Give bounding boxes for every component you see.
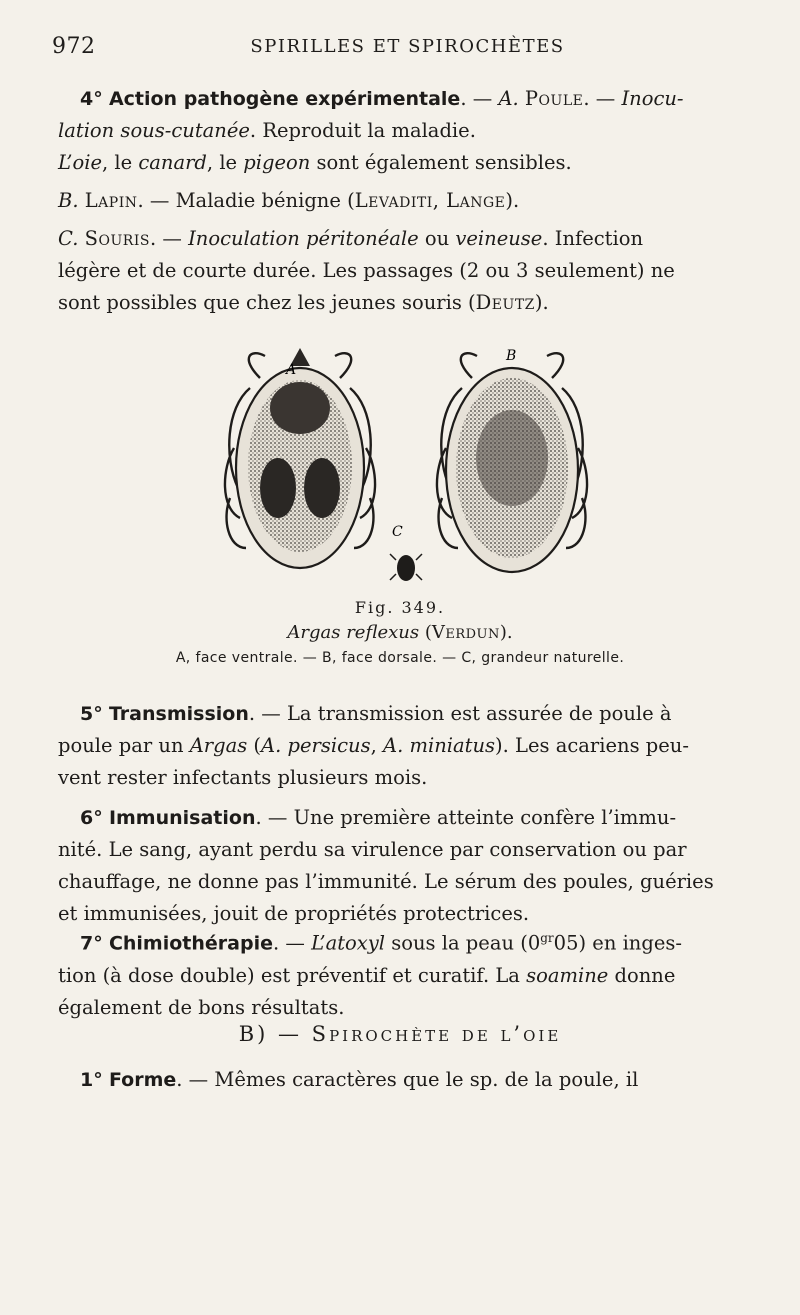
p6-line-4: et immunisées, jouit de propriétés protectrices.	[58, 902, 530, 925]
p4-c-label: C.	[58, 227, 79, 250]
p7-sep: . —	[272, 931, 312, 955]
section-heading: B) — Spirochète de l’oie	[238, 1022, 562, 1046]
p4-title: Action pathogène expérimentale	[108, 88, 461, 110]
p8-text: . — Mêmes caractères que le sp. de la poule, il	[176, 1068, 639, 1091]
p4-c-author: Deutz	[475, 291, 535, 314]
figure-legend: A, face ventrale. — B, face dorsale. — C, grandeur naturelle.	[175, 650, 625, 666]
p7-atoxyl: L’atoxyl	[311, 931, 386, 955]
p4-line-5	[58, 223, 770, 255]
p7-number: 7°	[80, 932, 103, 955]
p5-line-3: vent rester infectants plusieurs mois.	[58, 766, 428, 789]
p4-c-text1: . Infection	[542, 227, 644, 250]
p4-comma2: , le	[206, 151, 244, 174]
p4-c-line3a: sont possibles que chez les jeunes souris (	[58, 291, 476, 314]
p4-line-3	[58, 147, 770, 179]
p5-argas: Argas	[189, 734, 248, 757]
figure-title: Argas reflexus (Verdun).	[287, 622, 513, 643]
p4-oie: L’oie	[58, 151, 102, 174]
p4-c-line3b: ).	[534, 291, 549, 314]
p8-title: Forme	[108, 1069, 177, 1091]
paragraph-immunisation	[58, 802, 770, 930]
p5-line2b: ). Les acariens peu-	[495, 734, 689, 757]
p6-title: Immunisation	[108, 807, 256, 829]
p4-line-2	[58, 115, 770, 147]
figure-species: Argas reflexus	[287, 622, 420, 643]
p7-title: Chimiothérapie	[108, 932, 273, 955]
tick-illustration	[210, 338, 600, 596]
p7-gr: gr	[540, 931, 554, 945]
p4-b-authors: Levaditi, Lange	[354, 189, 506, 212]
p5-line1-text: . — La transmission est assurée de poule à	[248, 702, 672, 725]
p8-line-1	[58, 1064, 770, 1096]
tick-ventral-view	[225, 348, 375, 568]
p5-paren: (	[247, 734, 262, 757]
p5-miniatus: A. miniatus	[383, 734, 496, 757]
p4-number: 4°	[80, 88, 103, 110]
p4-c-sep: . —	[149, 227, 189, 250]
p4-line-7	[58, 287, 770, 319]
p5-comma: ,	[370, 734, 384, 757]
figure-label-b: B	[506, 348, 517, 364]
p4-line-4	[58, 185, 770, 217]
p6-line-2: nité. Le sang, ayant perdu sa virulence par conservation ou par	[58, 838, 687, 861]
tick-natural-size	[390, 554, 422, 581]
p4-c-name: Souris	[84, 227, 150, 250]
p6-line-1	[58, 802, 770, 834]
p4-c-method2: veineuse	[455, 227, 543, 250]
paragraph-chimiotherapie	[58, 922, 770, 1024]
figure-label-a: A	[286, 362, 297, 378]
p5-line-1	[58, 698, 770, 730]
p6-line1-text: . — Une première atteinte confère l’immu-	[255, 806, 677, 829]
p4-b-name: Lapin	[84, 189, 138, 212]
figure-number: Fig. 349.	[354, 598, 446, 617]
p7-line-2	[58, 960, 770, 992]
p4-c-method: Inoculation péritonéale	[188, 227, 419, 250]
tick-dorsal-view	[437, 353, 587, 572]
p4-sensibles: sont également sensibles.	[310, 151, 572, 174]
running-title: SPIRILLES ET SPIROCHÈTES	[250, 36, 565, 57]
p7-line1b: sous la peau (0	[385, 931, 541, 955]
paragraph-action-pathogene	[58, 83, 770, 319]
p4-a-result: . Reproduit la maladie.	[249, 119, 476, 142]
p4-canard: canard	[138, 151, 207, 174]
p4-a-label: A.	[498, 87, 519, 110]
p6-line-3: chauffage, ne donne pas l’immunité. Le sérum des poules, guéries	[58, 870, 714, 893]
p7-line-3: également de bons résultats.	[58, 995, 345, 1019]
p4-a-name: Poule	[524, 87, 584, 110]
p5-title: Transmission	[108, 703, 249, 725]
p4-line-1	[58, 83, 770, 115]
p7-soamine: soamine	[526, 963, 609, 987]
p4-a-method: Inocu-	[621, 87, 684, 110]
p5-number: 5°	[80, 703, 103, 725]
p7-line-1	[58, 922, 770, 960]
p4-c-ou: ou	[418, 227, 456, 250]
page-header	[50, 30, 765, 64]
figure-label-c: C	[392, 524, 403, 540]
p4-b-close: ).	[505, 189, 520, 212]
p8-number: 1°	[80, 1069, 103, 1091]
paragraph-forme	[58, 1064, 770, 1096]
paragraph-transmission	[58, 698, 770, 794]
p4-b-text: . — Maladie bénigne (	[137, 189, 355, 212]
p7-line2a: tion (à dose double) est préventif et curatif. La	[58, 963, 527, 987]
p7-line1c: 05) en inges-	[553, 931, 682, 955]
p5-persicus: A. persicus	[261, 734, 371, 757]
p4-line-6: légère et de courte durée. Les passages (2 ou 3 seulement) ne	[58, 259, 675, 282]
p7-line2b: donne	[608, 963, 676, 987]
p4-sep: . —	[460, 87, 499, 110]
p4-b-label: B.	[58, 189, 79, 212]
p5-line2a: poule par un	[58, 734, 190, 757]
p4-comma1: , le	[102, 151, 139, 174]
p4-a-method-cont: lation sous-cutanée	[58, 119, 250, 142]
p6-number: 6°	[80, 807, 103, 829]
figure-author: Verdun	[431, 622, 500, 643]
p4-sep2: . —	[583, 87, 622, 110]
p4-pigeon: pigeon	[243, 151, 311, 174]
page-number: 972	[52, 34, 96, 59]
p5-line-2	[58, 730, 770, 762]
